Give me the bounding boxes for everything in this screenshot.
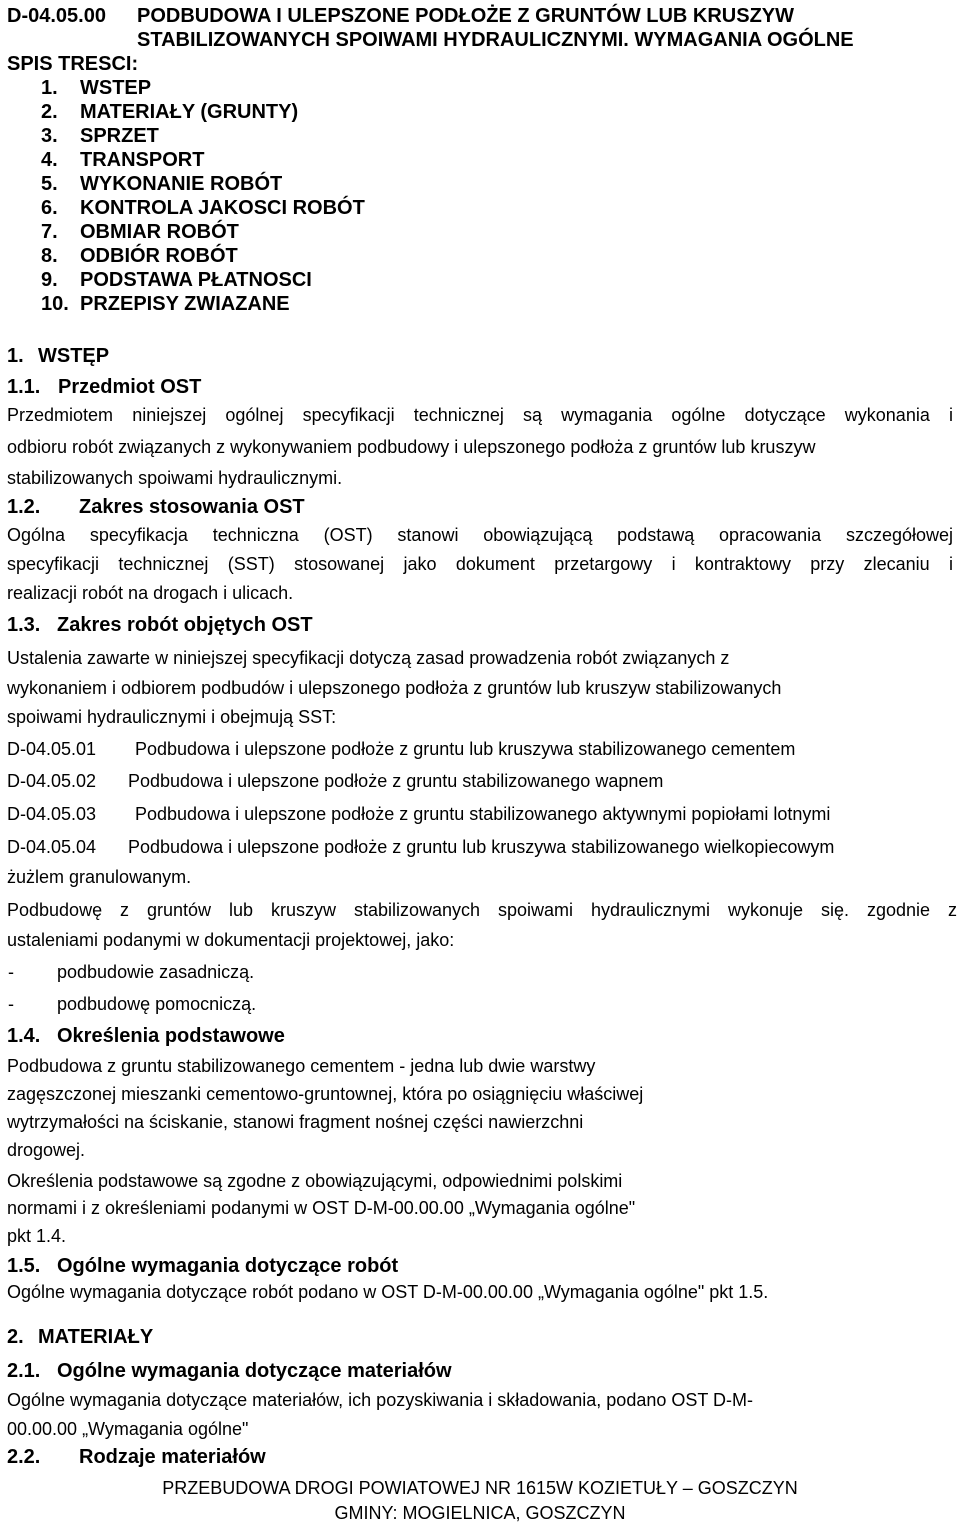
toc-item: OBMIAR ROBÓT [80, 221, 239, 243]
spec-title-line1: PODBUDOWA I ULEPSZONE PODŁOŻE Z GRUNTÓW LUB KRUSZYW [137, 5, 795, 27]
subsection-number: 1.2. [7, 496, 41, 518]
section-number: 1. [7, 345, 24, 367]
spec-code: D-04.05.00 [7, 5, 106, 27]
paragraph-line: wykonaniem i odbiorem podbudów i ulepszonego podłoża z gruntów lub kruszyw stabilizowanych [7, 678, 782, 698]
section-number: 2. [7, 1326, 24, 1348]
subsection-title: Zakres stosowania OST [79, 496, 305, 518]
footer-line2: GMINY: MOGIELNICA, GOSZCZYN [334, 1503, 626, 1523]
paragraph-line: Ustalenia zawarte w niniejszej specyfikacji dotyczą zasad prowadzenia robót związanych z [7, 648, 730, 668]
toc-num: 6. [41, 197, 58, 219]
paragraph-line: Podbudowę z gruntów lub kruszyw stabilizowanych spoiwami hydraulicznymi wykonuje się. zgodnie z [7, 900, 957, 920]
toc-num: 9. [41, 269, 58, 291]
toc-num: 10. [41, 293, 69, 315]
paragraph-line: ustaleniami podanymi w dokumentacji projektowej, jako: [7, 930, 455, 950]
toc-item: SPRZET [80, 125, 159, 147]
toc-num: 1. [41, 77, 58, 99]
toc-item: TRANSPORT [80, 149, 205, 171]
toc-item: MATERIAŁY (GRUNTY) [80, 101, 299, 123]
sst-code: D-04.05.02 [7, 771, 97, 791]
paragraph-line: Podbudowa z gruntu stabilizowanego cementem - jedna lub dwie warstwy [7, 1056, 596, 1076]
toc-num: 4. [41, 149, 58, 171]
toc-item: WSTEP [80, 77, 152, 99]
toc-num: 3. [41, 125, 58, 147]
toc-num: 2. [41, 101, 58, 123]
paragraph-line: wytrzymałości na ściskanie, stanowi fragment nośnej części nawierzchni [7, 1112, 584, 1132]
paragraph-line: drogowej. [7, 1140, 86, 1160]
toc-item: PODSTAWA PŁATNOSCI [80, 269, 312, 291]
subsection-title: Ogólne wymagania dotyczące robót [57, 1255, 399, 1277]
section-heading: WSTĘP [38, 345, 110, 367]
subsection-number: 1.3. [7, 614, 41, 636]
paragraph-line: Przedmiotem niniejszej ogólnej specyfikacji technicznej są wymagania ogólne dotyczące wykonania i [7, 405, 953, 425]
toc-item: ODBIÓR ROBÓT [80, 245, 238, 267]
toc-heading: SPIS TRESCI: [7, 53, 139, 75]
subsection-number: 1.1. [7, 376, 41, 398]
section-heading: MATERIAŁY [38, 1326, 154, 1348]
toc-item: WYKONANIE ROBÓT [80, 173, 283, 195]
paragraph-line: realizacji robót na drogach i ulicach. [7, 583, 294, 603]
subsection-title: Zakres robót objętych OST [57, 614, 313, 636]
paragraph-line: Ogólne wymagania dotyczące robót podano w OST D-M-00.00.00 „Wymagania ogólne" pkt 1.5. [7, 1282, 769, 1302]
toc-num: 7. [41, 221, 58, 243]
bullet-text: podbudowie zasadniczą. [57, 962, 255, 982]
subsection-title: Przedmiot OST [58, 376, 202, 398]
paragraph-line: 00.00.00 „Wymagania ogólne" [7, 1419, 249, 1439]
bullet-text: podbudowę pomocniczą. [57, 994, 257, 1014]
subsection-title: Określenia podstawowe [57, 1025, 285, 1047]
bullet-dash: - [8, 994, 14, 1014]
paragraph-line: Ogólne wymagania dotyczące materiałów, ich pozyskiwania i składowania, podano OST D-M- [7, 1390, 754, 1410]
sst-text: Podbudowa i ulepszone podłoże z gruntu stabilizowanego wapnem [128, 771, 664, 791]
sst-code: D-04.05.01 [7, 739, 97, 759]
paragraph-line: Określenia podstawowe są zgodne z obowiązującymi, odpowiednimi polskimi [7, 1171, 623, 1191]
footer-line1: PRZEBUDOWA DROGI POWIATOWEJ NR 1615W KOZIETUŁY – GOSZCZYN [162, 1478, 798, 1498]
paragraph-line: specyfikacji technicznej (SST) stosowanej jako dokument przetargowy i kontraktowy przy zlecaniu i [7, 554, 953, 574]
toc-item: KONTROLA JAKOSCI ROBÓT [80, 197, 365, 219]
subsection-number: 2.2. [7, 1446, 41, 1468]
sst-text: Podbudowa i ulepszone podłoże z gruntu lub kruszywa stabilizowanego wielkopiecowym [128, 837, 835, 857]
subsection-number: 1.5. [7, 1255, 41, 1277]
subsection-number: 2.1. [7, 1360, 41, 1382]
sst-text: Podbudowa i ulepszone podłoże z gruntu stabilizowanego aktywnymi popiołami lotnymi [135, 804, 831, 824]
bullet-dash: - [8, 962, 14, 982]
paragraph-line: Ogólna specyfikacja techniczna (OST) stanowi obowiązującą podstawą opracowania szczegółowej [7, 525, 953, 545]
toc-item: PRZEPISY ZWIAZANE [80, 293, 290, 315]
spec-title-line2: STABILIZOWANYCH SPOIWAMI HYDRAULICZNYMI. WYMAGANIA OGÓLNE [137, 29, 854, 51]
paragraph-line: stabilizowanych spoiwami hydraulicznymi. [7, 468, 343, 488]
paragraph-line: zagęszczonej mieszanki cementowo-gruntownej, która po osiągnięciu właściwej [7, 1084, 644, 1104]
paragraph-line: pkt 1.4. [7, 1226, 67, 1246]
paragraph-line: odbioru robót związanych z wykonywaniem podbudowy i ulepszonego podłoża z gruntów lub kruszyw [7, 437, 816, 457]
subsection-number: 1.4. [7, 1025, 41, 1047]
paragraph-line: spoiwami hydraulicznymi i obejmują SST: [7, 707, 337, 727]
subsection-title: Rodzaje materiałów [79, 1446, 266, 1468]
subsection-title: Ogólne wymagania dotyczące materiałów [57, 1360, 452, 1382]
sst-text: Podbudowa i ulepszone podłoże z gruntu lub kruszywa stabilizowanego cementem [135, 739, 796, 759]
sst-text-continued: żużlem granulowanym. [7, 867, 192, 887]
toc-num: 8. [41, 245, 58, 267]
sst-code: D-04.05.04 [7, 837, 97, 857]
sst-code: D-04.05.03 [7, 804, 97, 824]
toc-num: 5. [41, 173, 58, 195]
paragraph-line: normami i z określeniami podanymi w OST D-M-00.00.00 „Wymagania ogólne" [7, 1198, 636, 1218]
